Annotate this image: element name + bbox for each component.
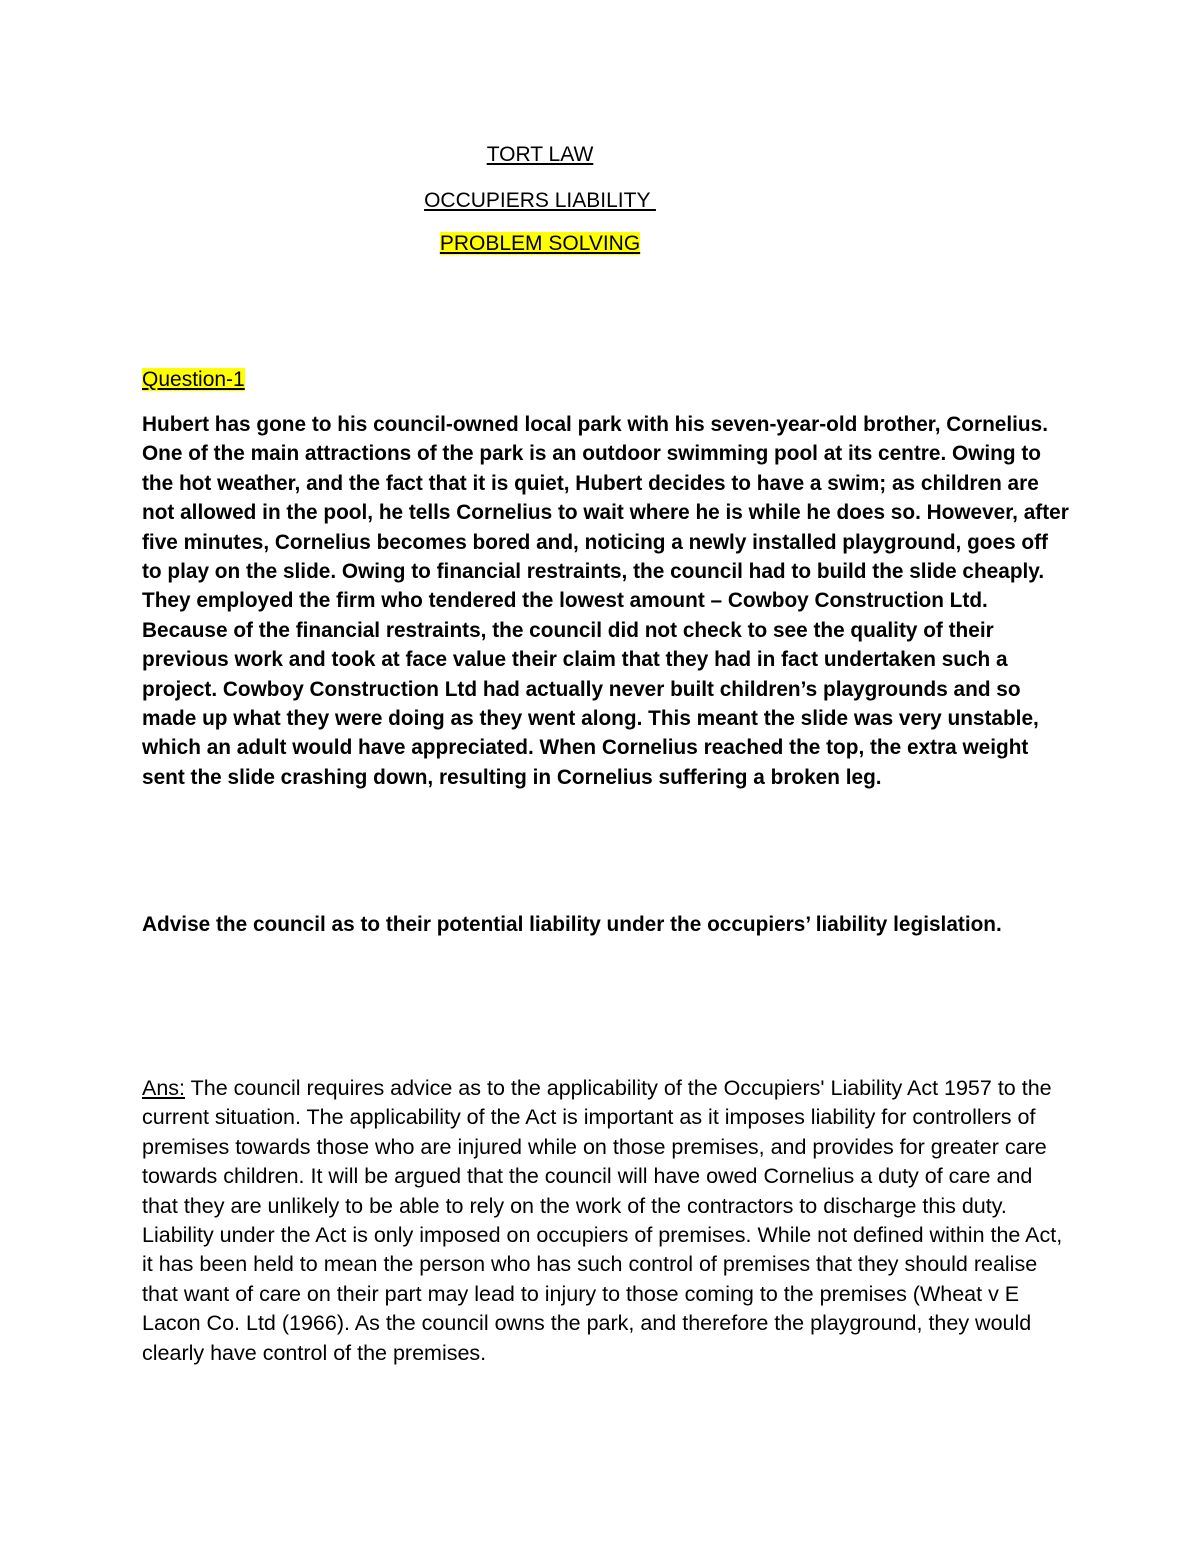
document-subtitle-line — [0, 188, 1080, 214]
document-title-line — [0, 142, 1080, 168]
question-label: Question-1 — [142, 368, 245, 391]
section-heading-line — [0, 231, 1080, 257]
answer-paragraph — [142, 1074, 1072, 1368]
answer-label: Ans: — [142, 1076, 186, 1100]
answer-text: The council requires advice as to the applicability of the Occupiers' Liability Act 1957 to the current situation. The applicability of the Act is important as it imposes liability for controllers of premises towards those who are injured while on those premises, and provides for greater care towards children. It will be argued that the council will have owed Cornelius a duty of care and that they are unlikely to be able to rely on the work of the contractors to discharge this duty. Liability under the Act is only imposed on occupiers of premises. While not defined within the Act, it has been held to mean the person who has such control of premises that they should realise that want of care on their part may lead to injury to those coming to the premises (Wheat v E Lacon Co. Ltd (1966). As the council owns the park, and therefore the playground, they would clearly have control of the premises. — [142, 1076, 1063, 1365]
document-subtitle: OCCUPIERS LIABILITY — [424, 189, 656, 212]
question-prompt: Advise the council as to their potential liability under the occupiers’ liability legislation. — [142, 913, 1002, 936]
document-title: TORT LAW — [486, 143, 594, 166]
section-heading: PROBLEM SOLVING — [439, 232, 641, 255]
question-body: Hubert has gone to his council-owned local park with his seven-year-old brother, Cornelius. One of the main attractions of the park is an outdoor swimming pool at its centre. Owing to the hot weather, and the fact that it is quiet, Hubert decides to have a swim; as children are not allowed in the pool, he tells Cornelius to wait where he is while he does so. However, after five minutes, Cornelius becomes bored and, noticing a newly installed playground, goes off to play on the slide. Owing to financial restraints, the council had to build the slide cheaply. They employed the firm who tendered the lowest amount – Cowboy Construction Ltd. Because of the financial restraints, the council did not check to see the quality of their previous work and took at face value their claim that they had in fact undertaken such a project. Cowboy Construction Ltd had actually never built children’s playgrounds and so made up what they were doing as they went along. This meant the slide was very unstable, which an adult would have appreciated. When Cornelius reached the top, the extra weight sent the slide crashing down, resulting in Cornelius suffering a broken leg. — [142, 413, 1069, 789]
question-label-line — [142, 367, 245, 393]
